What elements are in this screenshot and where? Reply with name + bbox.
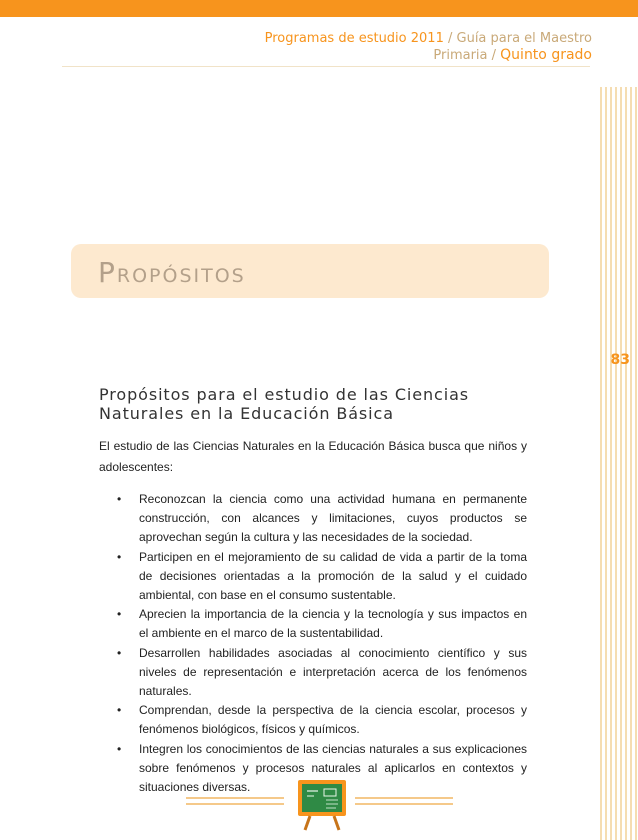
top-accent-bar: [0, 0, 638, 17]
list-item: [117, 605, 527, 643]
header-line-2: [265, 47, 592, 64]
chalkboard-icon: [292, 776, 352, 832]
running-header: [265, 31, 592, 64]
banner-title-initial: P: [98, 256, 117, 289]
footer-rule-left: [186, 797, 284, 809]
header-grade: Quinto grado: [500, 47, 592, 63]
header-separator-2: /: [487, 48, 501, 63]
banner-title: [98, 256, 246, 289]
bullet-marker: •: [117, 549, 122, 564]
list-item: [117, 490, 527, 548]
bullet-marker: •: [117, 741, 122, 756]
page-number: 83: [610, 352, 630, 368]
list-item: [117, 701, 527, 739]
header-line-1: [265, 31, 592, 47]
section-title: Propósitos para el estudio de las Ciencias Naturales en la Educación Básica: [99, 385, 470, 423]
bullet-marker: •: [117, 703, 122, 718]
purposes-list: [117, 490, 527, 797]
banner-title-rest: ROPÓSITOS: [116, 265, 246, 287]
list-item-text: Comprendan, desde la perspectiva de la ciencia escolar, procesos y fenómenos biológicos, físicos y químicos.: [139, 703, 527, 737]
list-item: [117, 548, 527, 606]
list-item-text: Aprecien la importancia de la ciencia y la tecnología y sus impactos en el ambiente en el marco de la sustentabilidad.: [139, 607, 527, 641]
bullet-marker: •: [117, 645, 122, 660]
header-rule: [62, 66, 590, 67]
footer-rule-right: [355, 797, 453, 809]
bullet-marker: •: [117, 492, 122, 506]
list-item: [117, 644, 527, 702]
stripe-cover: [600, 17, 638, 87]
header-level: Primaria: [433, 48, 488, 63]
list-item-text: Participen en el mejoramiento de su calidad de vida a partir de la toma de decisiones orientadas a la promoción de la salud y el cuidado ambiental, con base en el consumo sustentable.: [139, 549, 527, 603]
header-separator-1: /: [443, 31, 457, 46]
bullet-marker: •: [117, 607, 122, 622]
list-item-text: Desarrollen habilidades asociadas al conocimiento científico y sus niveles de representación e interpretación acerca de los fenómenos naturales.: [139, 645, 527, 699]
list-item-text: Reconozcan la ciencia como una actividad humana en permanente construcción, con alcances y limitaciones, cuyos productos se aprovechan según la cultura y las necesidades de la sociedad.: [139, 492, 527, 545]
header-series: Programas de estudio 2011: [264, 31, 444, 46]
intro-paragraph: El estudio de las Ciencias Naturales en la Educación Básica busca que niños y adolescentes:: [99, 439, 527, 474]
side-stripes: [600, 17, 638, 840]
list-item-text: Integren los conocimientos de las ciencias naturales a sus explicaciones sobre fenómenos y procesos naturales al aplicarlos en contextos y situaciones diversas.: [139, 741, 527, 795]
header-guide: Guía para el Maestro: [456, 31, 592, 46]
